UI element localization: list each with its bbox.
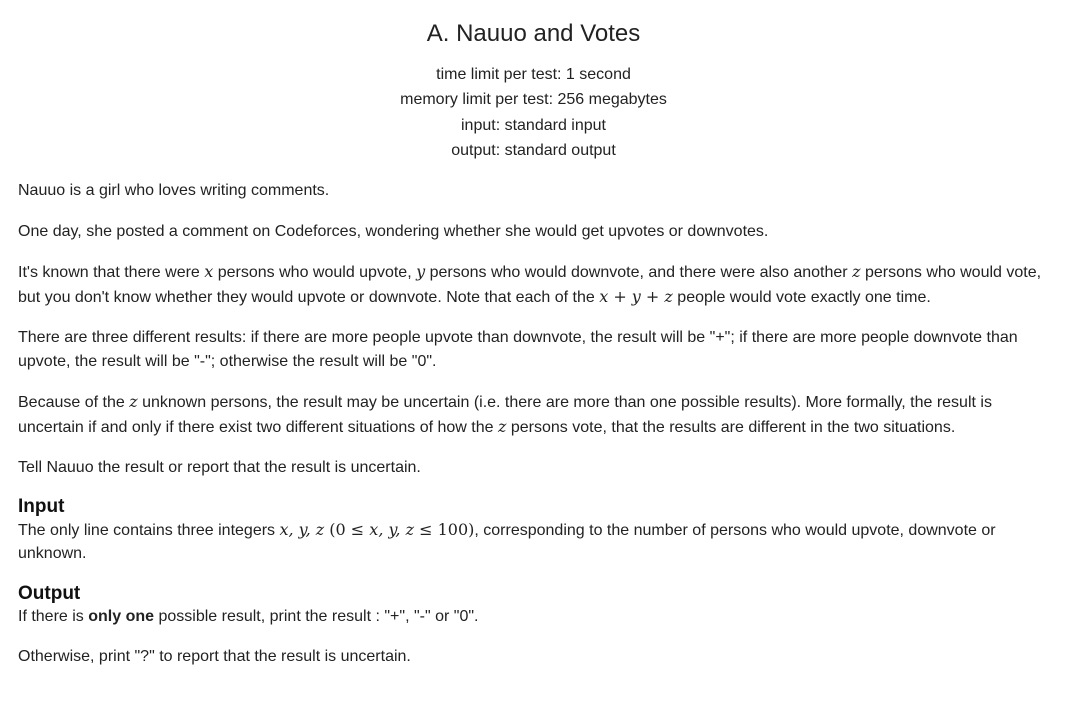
legend-paragraph-4: There are three different results: if there are more people upvote than downvote, the result will be "+"; if there are more people downvote than upvote, the result will be "-"; otherwise the result will be "0".: [18, 329, 1018, 370]
text: The only line contains three integers: [18, 521, 280, 539]
math-constraint-vars: x, y, z: [369, 519, 415, 539]
math-paren-open: (: [324, 519, 336, 539]
memory-limit: memory limit per test: 256 megabytes: [400, 91, 667, 109]
text: possible result, print the result : "+", "-" or "0".: [154, 607, 479, 625]
problem-header: [0, 0, 1067, 163]
problem-title: A. Nauuo and Votes: [426, 20, 641, 47]
math-upper-bound: 100: [437, 519, 469, 539]
legend-paragraph-2: One day, she posted a comment on Codeforces, wondering whether she would get upvotes or downvotes.: [18, 222, 769, 240]
math-y: y: [416, 262, 426, 282]
math-lower-bound: 0: [335, 519, 346, 539]
math-z: z: [852, 262, 861, 282]
text: persons vote, that the results are different in the two situations.: [506, 418, 956, 436]
math-vars: x, y, z: [279, 519, 325, 539]
text: Because of the: [18, 394, 130, 412]
input-file: input: standard input: [461, 116, 606, 134]
math-x: x: [204, 262, 214, 282]
output-file: output: standard output: [451, 141, 616, 159]
math-leq: ≤: [414, 519, 438, 539]
input-specification: [18, 518, 1049, 566]
text: If there is: [18, 607, 89, 625]
text: It's known that there were: [18, 264, 205, 282]
legend-paragraph-5: [18, 390, 1049, 439]
legend-paragraph-3: [18, 260, 1049, 309]
output-specification-1: [18, 605, 1049, 629]
legend-paragraph-6: Tell Nauuo the result or report that the result is uncertain.: [18, 459, 421, 477]
math-sum-expression: x + y + z: [599, 286, 673, 306]
text: people would vote exactly one time.: [672, 288, 931, 306]
output-specification-2: Otherwise, print "?" to report that the result is uncertain.: [18, 648, 411, 666]
input-heading: Input: [18, 495, 65, 517]
text: persons who would upvote,: [213, 264, 417, 282]
text: persons who would vote, but you don't know whether they would upvote or downvote. Note that each of the: [18, 264, 1042, 306]
emphasis-only-one: only one: [88, 607, 155, 625]
problem-statement: [0, 179, 1067, 669]
math-z: z: [497, 416, 507, 436]
time-limit: time limit per test: 1 second: [436, 66, 631, 83]
text: , corresponding to the number of persons who would upvote, downvote or unknown.: [18, 521, 996, 563]
output-heading: Output: [18, 582, 81, 604]
math-leq: ≤: [345, 519, 370, 539]
legend-paragraph-1: Nauuo is a girl who loves writing comments.: [18, 182, 330, 200]
math-z: z: [129, 392, 138, 412]
math-paren-close: ): [468, 519, 475, 539]
text: persons who would downvote, and there were also another: [425, 264, 853, 282]
text: unknown persons, the result may be uncertain (i.e. there are more than one possible results). More formally, the result is uncertain if and only if there exist two different situations of how the: [18, 394, 992, 436]
